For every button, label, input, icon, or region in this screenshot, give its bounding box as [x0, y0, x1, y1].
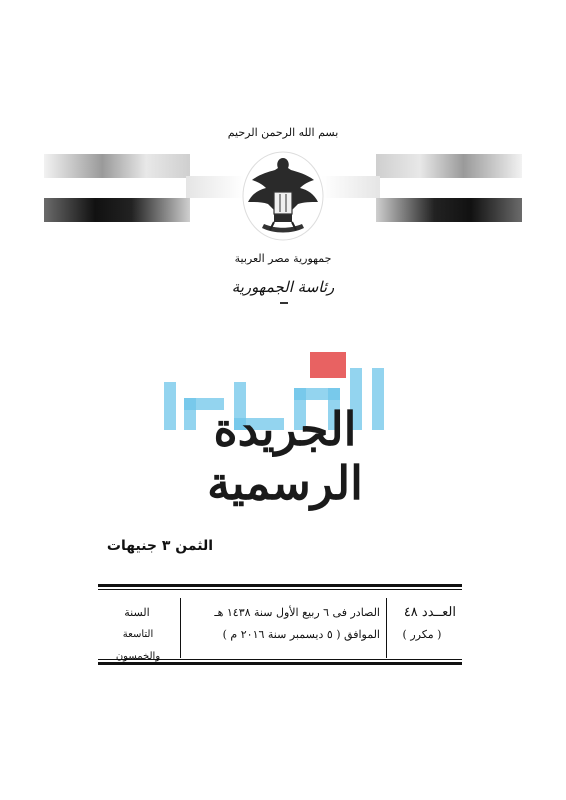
flag-band-left-bottom [44, 198, 190, 222]
republic-name: جمهورية مصر العربية [234, 252, 332, 265]
year-value: التاسعة والخمسون [115, 629, 161, 662]
issue-number: العــدد ٤٨ [403, 605, 456, 620]
basmala: بسم الله الرحمن الرحيم [227, 126, 339, 139]
presidency-name: رئاسة الجمهورية [231, 278, 335, 296]
box-divider-right [386, 598, 387, 658]
price-label: الثمن ٣ جنيهات [106, 538, 214, 554]
year-label: السنة [124, 606, 150, 619]
box-divider-left [180, 598, 181, 658]
issue-extra: ( مكرر ) [402, 628, 442, 641]
flag-band-left-top [44, 154, 190, 178]
presidency-rule [280, 302, 288, 304]
flag-band-right-bottom [376, 198, 522, 222]
box-rule-top-thin [98, 589, 462, 590]
flag-band-right-top [376, 154, 522, 178]
issued-date: الصادر فى ٦ ربيع الأول سنة ١٤٣٨ هـ [214, 606, 380, 619]
box-rule-top [98, 584, 462, 587]
gazette-title: الجريدة الرسمية [207, 402, 363, 510]
corresponding-date: الموافق ( ٥ ديسمبر سنة ٢٠١٦ م ) [222, 628, 380, 641]
eagle-emblem-icon [240, 150, 326, 244]
